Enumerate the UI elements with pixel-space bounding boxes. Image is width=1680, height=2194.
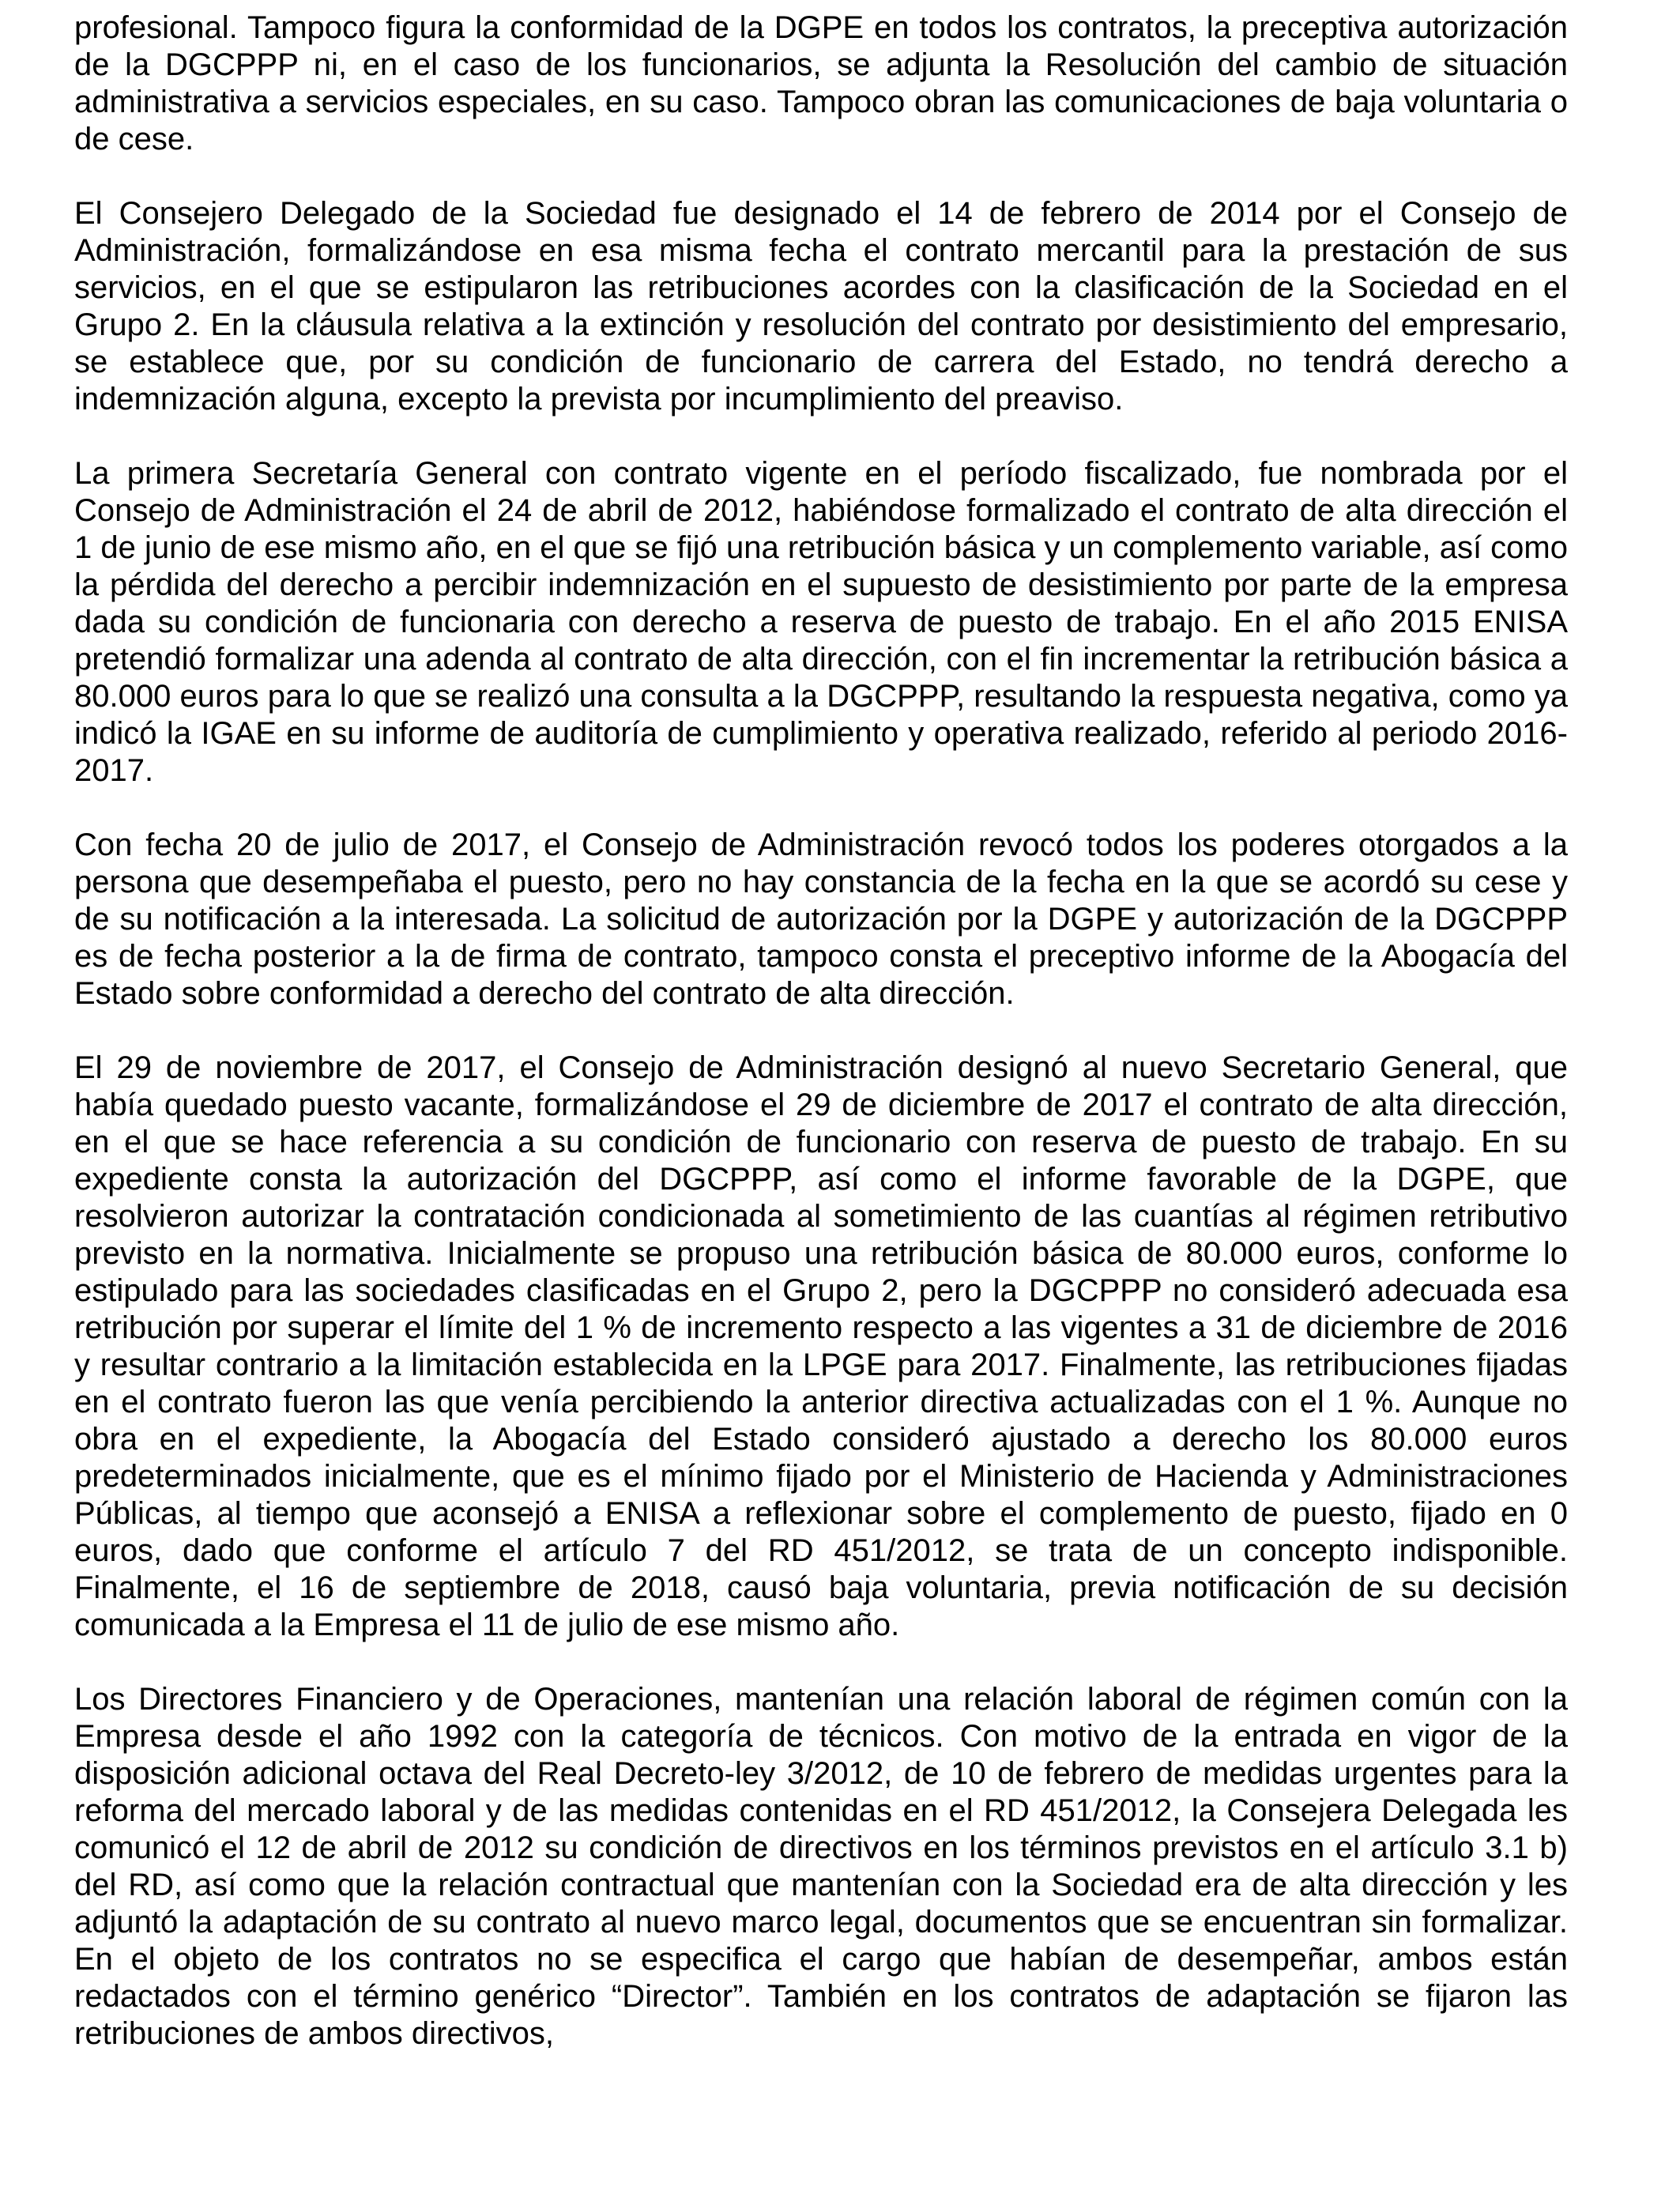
paragraph-directores-financiero-operaciones: Los Directores Financiero y de Operaciones, mantenían una relación laboral de régimen común con la Empresa desde el año 1992 con la categoría de técnicos. Con motivo de la entrada en vigor de la disposición adicional octava del Real Decreto-ley 3/2012, de 10 de febrero de medidas urgentes para la reforma del mercado laboral y de las medidas contenidas en el RD 451/2012, la Consejera Delegada les comunicó el 12 de abril de 2012 su condición de directivos en los términos previstos en el artículo 3.1 b) del RD, así como que la relación contractual que mantenían con la Sociedad era de alta dirección y les adjuntó la adaptación de su contrato al nuevo marco legal, documentos que se encuentran sin formalizar. En el objeto de los contratos no se especifica el cargo que habían de desempeñar, ambos están redactados con el término genérico “Director”. También en los contratos de adaptación se fijaron las retribuciones de ambos directivos, [74,1682,1568,2051]
paragraph-consejero-delegado: El Consejero Delegado de la Sociedad fue designado el 14 de febrero de 2014 por el Consejo de Administración, formalizándose en esa misma fecha el contrato mercantil para la prestación de sus servicios, en el que se estipularon las retribuciones acordes con la clasificación de la Sociedad en el Grupo 2. En la cláusula relativa a la extinción y resolución del contrato por desistimiento del empresario, se establece que, por su condición de funcionario de carrera del Estado, no tendrá derecho a indemnización alguna, excepto la prevista por incumplimiento del preaviso. [74,196,1568,417]
paragraph-revocacion-poderes: Con fecha 20 de julio de 2017, el Consejo de Administración revocó todos los poderes otorgados a la persona que desempeñaba el puesto, pero no hay constancia de la fecha en la que se acordó su cese y de su notificación a la interesada. La solicitud de autorización por la DGPE y autorización de la DGCPPP es de fecha posterior a la de firma de contrato, tampoco consta el preceptivo informe de la Abogacía del Estado sobre conformidad a derecho del contrato de alta dirección. [74,827,1568,1011]
paragraph-nuevo-secretario-general: El 29 de noviembre de 2017, el Consejo de Administración designó al nuevo Secretario General, que había quedado puesto vacante, formalizándose el 29 de diciembre de 2017 el contrato de alta dirección, en el que se hace referencia a su condición de funcionario con reserva de puesto de trabajo. En su expediente consta la autorización del DGCPPP, así como el informe favorable de la DGPE, que resolvieron autorizar la contratación condicionada al sometimiento de las cuantías al régimen retributivo previsto en la normativa. Inicialmente se propuso una retribución básica de 80.000 euros, conforme lo estipulado para las sociedades clasificadas en el Grupo 2, pero la DGCPPP no consideró adecuada esa retribución por superar el límite del 1 % de incremento respecto a las vigentes a 31 de diciembre de 2016 y resultar contrario a la limitación establecida en la LPGE para 2017. Finalmente, las retribuciones fijadas en el contrato fueron las que venía percibiendo la anterior directiva actualizadas con el 1 %. Aunque no obra en el expediente, la Abogacía del Estado consideró ajustado a derecho los 80.000 euros predeterminados inicialmente, que es el mínimo fijado por el Ministerio de Hacienda y Administraciones Públicas, al tiempo que aconsejó a ENISA a reflexionar sobre el complemento de puesto, fijado en 0 euros, dado que conforme el artículo 7 del RD 451/2012, se trata de un concepto indisponible. Finalmente, el 16 de septiembre de 2018, causó baja voluntaria, previa notificación de su decisión comunicada a la Empresa el 11 de julio de ese mismo año. [74,1050,1568,1642]
paragraph-primera-secretaria-general: La primera Secretaría General con contrato vigente en el período fiscalizado, fue nombrada por el Consejo de Administración el 24 de abril de 2012, habiéndose formalizado el contrato de alta dirección el 1 de junio de ese mismo año, en el que se fijó una retribución básica y un complemento variable, así como la pérdida del derecho a percibir indemnización en el supuesto de desistimiento por parte de la empresa dada su condición de funcionaria con derecho a reserva de puesto de trabajo. En el año 2015 ENISA pretendió formalizar una adenda al contrato de alta dirección, con el fin incrementar la retribución básica a 80.000 euros para lo que se realizó una consulta a la DGCPPP, resultando la respuesta negativa, como ya indicó la IGAE en su informe de auditoría de cumplimiento y operativa realizado, referido al periodo 2016-2017. [74,456,1568,788]
paragraph-intro-continuation: profesional. Tampoco figura la conformidad de la DGPE en todos los contratos, la preceptiva autorización de la DGCPPP ni, en el caso de los funcionarios, se adjunta la Resolución del cambio de situación administrativa a servicios especiales, en su caso. Tampoco obran las comunicaciones de baja voluntaria o de cese. [74,10,1568,156]
